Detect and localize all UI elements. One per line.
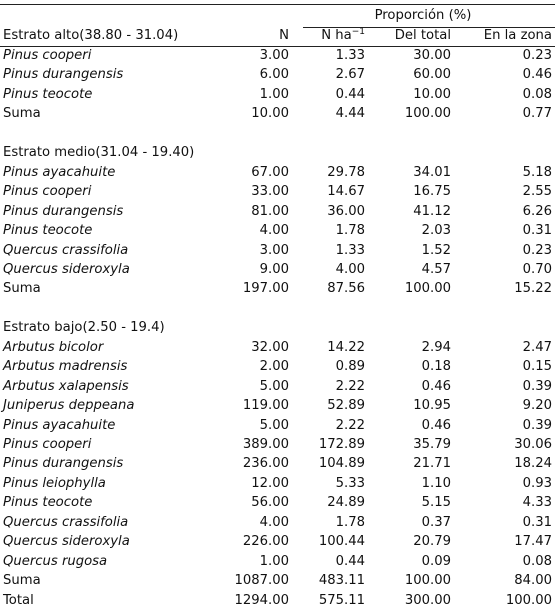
section-title-row [0,143,555,163]
value-n: 56.00 [251,495,289,511]
value-en-la-zona: 30.06 [514,437,552,452]
value-en-la-zona: 2.47 [522,339,552,355]
value-n: 4.00 [259,514,289,530]
table-row [0,221,555,241]
value-en-la-zona: 6.26 [522,203,552,219]
value-n-ha: 14.22 [327,339,365,355]
species-name: Pinus leiophylla [3,475,106,491]
value-del-total: 30.00 [413,48,451,63]
species-name: Arbutus bicolor [3,339,104,355]
value-n: 81.00 [251,203,289,219]
table-row [0,416,555,436]
value-del-total: 1.52 [421,242,451,258]
column-header-n-ha-exponent: −1 [351,27,365,37]
value-n: 5.00 [259,378,289,394]
table-row [0,454,555,474]
value-n-ha: 1.78 [335,223,365,239]
value-n: 2.00 [259,359,289,375]
value-n: 67.00 [251,164,289,180]
value-del-total: 100.00 [404,106,451,122]
species-name: Arbutus madrensis [3,359,128,375]
section-title: Estrato medio(31.04 - 19.40) [3,145,195,161]
row-label: Suma [3,281,41,297]
value-n-ha: 24.89 [327,495,365,511]
value-n: 3.00 [259,242,289,258]
value-n: 1087.00 [234,573,289,589]
species-name: Juniperus deppeana [3,398,135,414]
value-en-la-zona: 0.46 [522,67,552,83]
species-name: Pinus durangensis [3,456,124,472]
value-en-la-zona: 0.70 [522,261,552,277]
value-en-la-zona: 2.55 [522,184,552,200]
species-name: Pinus ayacahuite [3,164,116,180]
suma-row [0,104,555,124]
table-row [0,532,555,552]
value-en-la-zona: 0.39 [522,417,552,433]
table-row [0,46,555,66]
column-header-n-ha [321,26,365,46]
value-del-total: 0.46 [421,417,451,433]
value-n-ha: 29.78 [327,164,365,180]
value-en-la-zona: 0.31 [522,514,552,530]
value-del-total: 16.75 [413,184,451,200]
column-header-row [0,26,555,46]
species-name: Pinus durangensis [3,203,124,219]
value-n: 197.00 [242,281,289,297]
value-en-la-zona: 0.31 [522,223,552,239]
table-row [0,357,555,377]
species-name: Quercus crassifolia [3,242,129,258]
column-header-en-la-zona: En la zona [483,28,552,43]
table-row [0,474,555,494]
species-name: Pinus teocote [3,86,93,102]
species-name: Pinus durangensis [3,67,124,83]
value-en-la-zona: 0.23 [522,48,552,63]
value-n: 1.00 [259,553,289,569]
value-en-la-zona: 0.15 [522,359,552,375]
species-name: Pinus teocote [3,495,93,511]
value-n-ha: 100.44 [318,534,365,550]
species-name: Quercus rugosa [3,553,108,569]
value-n-ha: 575.11 [318,592,365,608]
value-del-total: 100.00 [404,573,451,589]
table-row [0,396,555,416]
value-del-total: 10.00 [413,86,451,102]
column-header-del-total: Del total [394,28,451,43]
species-name: Pinus cooperi [3,48,92,63]
value-n-ha: 2.67 [335,67,365,83]
value-n: 33.00 [251,184,289,200]
value-n: 389.00 [242,437,289,452]
value-en-la-zona: 0.08 [522,553,552,569]
value-del-total: 0.37 [421,514,451,530]
total-row [0,591,555,611]
value-en-la-zona: 84.00 [514,573,552,589]
value-n-ha: 172.89 [318,437,365,452]
value-del-total: 60.00 [413,67,451,83]
species-name: Quercus sideroxyla [3,534,130,550]
species-name: Pinus cooperi [3,437,92,452]
value-n-ha: 52.89 [327,398,365,414]
value-n-ha: 5.33 [335,475,365,491]
value-del-total: 34.01 [413,164,451,180]
value-del-total: 5.15 [421,495,451,511]
value-del-total: 0.09 [421,553,451,569]
table-row [0,338,555,358]
row-label: Suma [3,106,41,122]
table-row [0,65,555,85]
value-n: 9.00 [259,261,289,277]
value-en-la-zona: 17.47 [514,534,552,550]
value-n: 1.00 [259,86,289,102]
value-en-la-zona: 0.93 [522,475,552,491]
column-header-n-ha-base: N ha [321,28,352,43]
species-name: Quercus crassifolia [3,514,129,530]
value-n: 4.00 [259,223,289,239]
value-del-total: 0.18 [421,359,451,375]
value-n-ha: 4.00 [335,261,365,277]
value-del-total: 35.79 [413,437,451,452]
table-row [0,241,555,261]
value-n-ha: 1.33 [335,242,365,258]
value-n: 3.00 [259,48,289,63]
column-header-n: N [279,28,289,43]
value-n: 5.00 [259,417,289,433]
suma-row [0,279,555,299]
value-n: 32.00 [251,339,289,355]
value-del-total: 300.00 [404,592,451,608]
species-name: Pinus teocote [3,223,93,239]
value-n-ha: 2.22 [335,378,365,394]
value-del-total: 20.79 [413,534,451,550]
value-en-la-zona: 15.22 [514,281,552,297]
value-n-ha: 104.89 [318,456,365,472]
section-title-row [0,318,555,338]
value-en-la-zona: 18.24 [514,456,552,472]
table-row [0,85,555,105]
suma-row [0,571,555,591]
value-n-ha: 483.11 [318,573,365,589]
value-en-la-zona: 9.20 [522,398,552,414]
proportion-header: Proporción (%) [374,8,472,23]
value-en-la-zona: 100.00 [505,592,552,608]
value-n: 236.00 [242,456,289,472]
value-del-total: 4.57 [421,261,451,277]
value-del-total: 0.46 [421,378,451,394]
value-n: 10.00 [251,106,289,122]
table-row [0,377,555,397]
section-title-alto: Estrato alto(38.80 - 31.04) [3,28,179,43]
value-n-ha: 2.22 [335,417,365,433]
row-label: Total [3,592,34,608]
species-name: Pinus ayacahuite [3,417,116,433]
value-del-total: 1.10 [421,475,451,491]
table-row [0,552,555,572]
value-n-ha: 0.89 [335,359,365,375]
table-row [0,202,555,222]
value-en-la-zona: 4.33 [522,495,552,511]
value-del-total: 2.03 [421,223,451,239]
value-en-la-zona: 0.77 [522,106,552,122]
value-n-ha: 0.44 [335,553,365,569]
value-del-total: 10.95 [413,398,451,414]
species-name: Pinus cooperi [3,184,92,200]
value-del-total: 41.12 [413,203,451,219]
value-n-ha: 87.56 [327,281,365,297]
table-row [0,260,555,280]
value-en-la-zona: 0.39 [522,378,552,394]
value-n: 119.00 [242,398,289,414]
value-n-ha: 14.67 [327,184,365,200]
value-en-la-zona: 5.18 [522,164,552,180]
value-n-ha: 0.44 [335,86,365,102]
value-del-total: 21.71 [413,456,451,472]
value-n: 6.00 [259,67,289,83]
value-n: 12.00 [251,475,289,491]
value-en-la-zona: 0.23 [522,242,552,258]
row-label: Suma [3,573,41,589]
table-row [0,493,555,513]
value-del-total: 2.94 [421,339,451,355]
table-row [0,182,555,202]
value-n-ha: 1.78 [335,514,365,530]
value-en-la-zona: 0.08 [522,86,552,102]
value-n-ha: 1.33 [335,48,365,63]
value-n-ha: 36.00 [327,203,365,219]
value-n: 226.00 [242,534,289,550]
species-name: Quercus sideroxyla [3,261,130,277]
table-top-rule [0,4,555,5]
value-del-total: 100.00 [404,281,451,297]
species-name: Arbutus xalapensis [3,378,129,394]
value-n: 1294.00 [234,592,289,608]
table-row [0,163,555,183]
table-row [0,513,555,533]
value-n-ha: 4.44 [335,106,365,122]
table-row [0,435,555,455]
section-title: Estrato bajo(2.50 - 19.4) [3,320,165,336]
